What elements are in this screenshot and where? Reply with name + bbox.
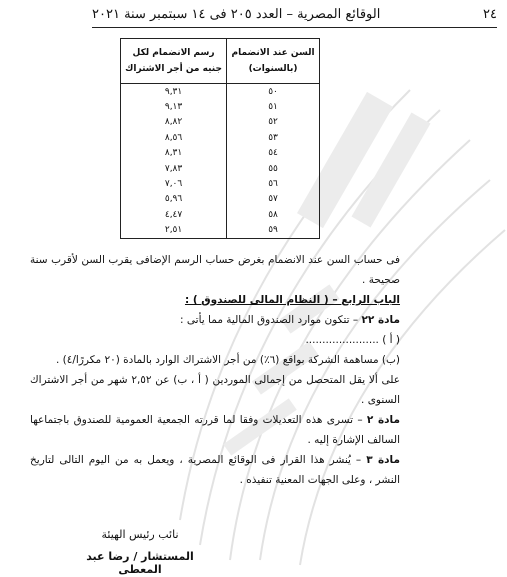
chapter-heading: الباب الرابع – ( النظام المالى للصندوق ) :	[184, 294, 400, 306]
fee-cell: ٨,٥٦	[121, 130, 227, 145]
age-rounding-note: فى حساب السن عند الانضمام بغرض حساب الرسم الإضافى يقرب السن لأقرب سنة صحيحة .	[30, 254, 400, 286]
age-cell: ٥٥	[227, 161, 320, 176]
table-row	[121, 146, 320, 161]
fee-cell: ٢,٥١	[121, 223, 227, 239]
age-cell: ٥٨	[227, 207, 320, 222]
table-row	[121, 223, 320, 239]
fee-cell: ٧,٨٣	[121, 161, 227, 176]
table-row	[121, 176, 320, 191]
page-header	[92, 4, 497, 24]
article-22	[30, 310, 400, 330]
age-cell: ٥٠	[227, 84, 320, 100]
table-row	[121, 84, 320, 100]
fee-cell: ٩,١٣	[121, 99, 227, 114]
fee-cell: ٩,٣١	[121, 84, 227, 100]
age-cell: ٥١	[227, 99, 320, 114]
table-row	[121, 192, 320, 207]
article-3	[30, 450, 400, 490]
age-cell: ٥٧	[227, 192, 320, 207]
article-text: – يُنشر هذا القرار فى الوقائع المصرية ، ويعمل به من اليوم التالى لتاريخ النشر ، وعلى الجهات المعنية تنفيذه .	[30, 454, 400, 486]
fee-cell: ٨,٣١	[121, 146, 227, 161]
resource-item-a: ( أ ) ......................	[305, 334, 400, 346]
age-cell: ٥٢	[227, 115, 320, 130]
signatory-role: نائب رئيس الهيئة	[101, 528, 179, 541]
age-cell: ٥٣	[227, 130, 320, 145]
article-text: – تتكون موارد الصندوق المالية مما يأتى :	[180, 314, 359, 326]
age-cell: ٥٤	[227, 146, 320, 161]
article-label: مادة ٢	[366, 414, 401, 426]
signatory-name: المستشار / رضا عبد المعطى	[86, 550, 194, 576]
article-2	[30, 410, 400, 450]
column-header-age: السن عند الانضمام (بالسنوات)	[227, 39, 320, 84]
fee-cell: ٤,٤٧	[121, 207, 227, 222]
table-row	[121, 130, 320, 145]
fee-cell: ٨,٨٢	[121, 115, 227, 130]
table-row	[121, 99, 320, 114]
age-cell: ٥٦	[227, 176, 320, 191]
table-row	[121, 115, 320, 130]
table-header-row	[121, 39, 320, 84]
table-row	[121, 161, 320, 176]
minimum-total-note: على ألا يقل المتحصل من إجمالى الموردين ( أ ، ب) عن ٢,٥٢ شهر من أجر الاشتراك السنوى .	[30, 374, 400, 406]
table-row	[121, 207, 320, 222]
gazette-title: الوقائع المصرية – العدد ٢٠٥ فى ١٤ سبتمبر سنة ٢٠٢١	[92, 6, 381, 22]
decree-body	[30, 250, 400, 490]
page-number: ٢٤	[483, 6, 497, 22]
header-divider	[92, 27, 497, 28]
column-header-fee: رسم الانضمام لكل جنيه من أجر الاشتراك	[121, 39, 227, 84]
fee-table	[120, 38, 320, 239]
fee-cell: ٧,٠٦	[121, 176, 227, 191]
article-label: مادة ٢٢	[361, 314, 400, 326]
article-label: مادة ٣	[366, 454, 401, 466]
fee-cell: ٥,٩٦	[121, 192, 227, 207]
article-text: – تسرى هذه التعديلات وفقا لما قررته الجمعية العمومية للصندوق باجتماعها السالف الإشارة إليه .	[30, 414, 400, 446]
age-cell: ٥٩	[227, 223, 320, 239]
resource-item-b: (ب) مساهمة الشركة بواقع (٦٪) من أجر الاشتراك الوارد بالمادة (٢٠ مكررًا/٤) .	[55, 354, 400, 366]
